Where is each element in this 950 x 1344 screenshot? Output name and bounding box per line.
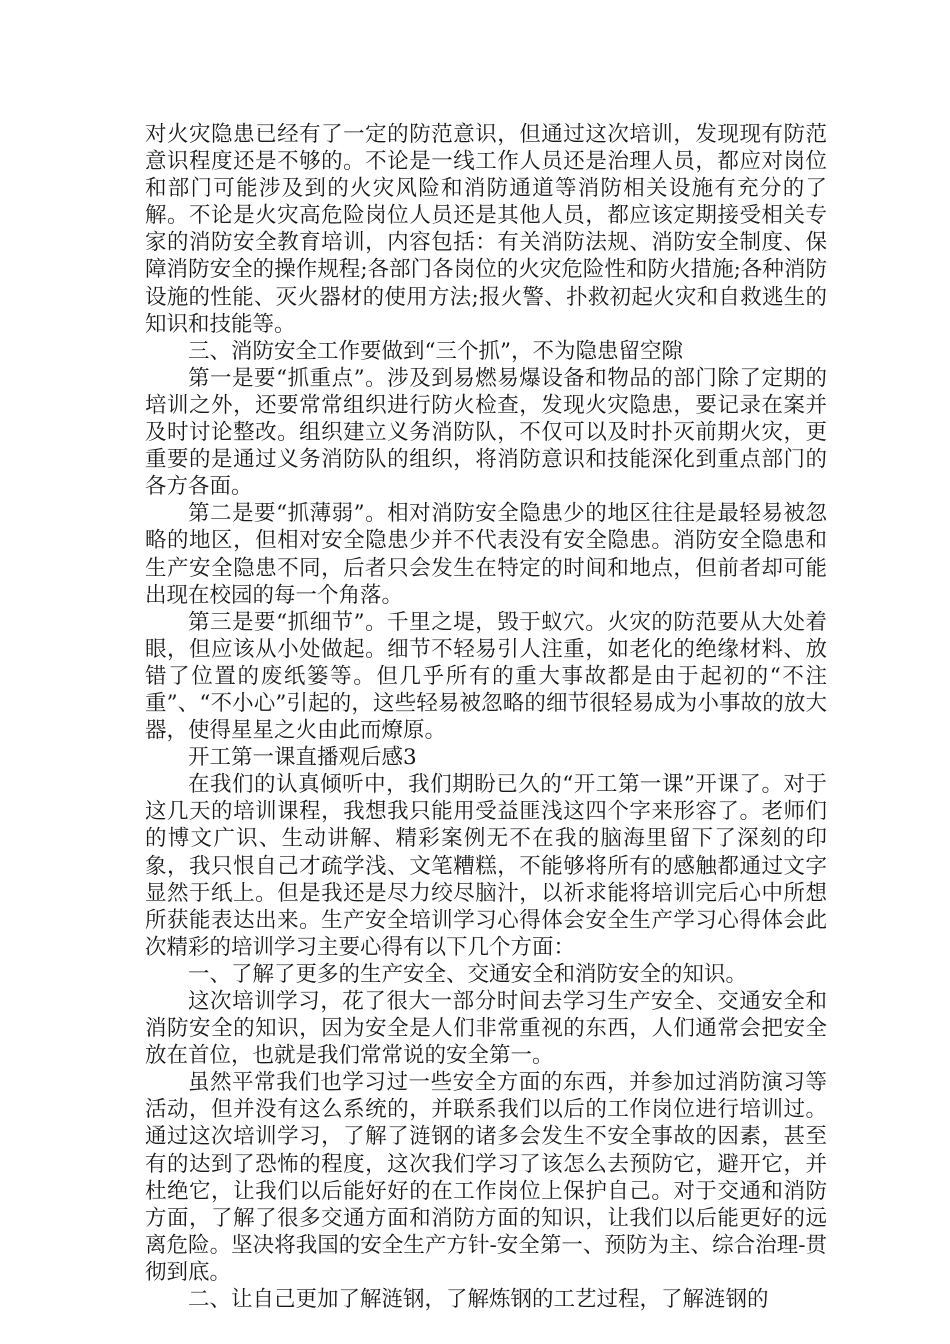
paragraph-grab-key-points: 第一是要“抓重点”。涉及到易燃易爆设备和物品的部门除了定期的培训之外，还要常常组织进行防火检查，发现火灾隐患，要记录在案并及时讨论整改。组织建立义务消防队，不仅可以及时扑灭前期火灾，更重要的是通过义务消防队的组织，将消防意识和技能深化到重点部门的各方各面。 [145, 365, 827, 500]
paragraph-safety-learning: 虽然平常我们也学习过一些安全方面的东西，并参加过消防演习等活动，但并没有这么系统的，并联系我们以后的工作岗位进行培训过。通过这次培训学习，了解了涟钢的诸多会发生不安全事故的因素，甚至有的达到了恐怖的程度，这次我们学习了该怎么去预防它，避开它，并杜绝它，让我们以后能好好的在工作岗位上保护自己。对于交通和消防方面，了解了很多交通方面和消防方面的知识，让我们以后能更好的远离危险。坚决将我国的安全生产方针-安全第一、预防为主、综合治理-贯彻到底。 [145, 1070, 827, 1285]
section-heading-understand-company: 二、让自己更加了解涟钢，了解炼钢的工艺过程，了解涟钢的 [188, 1287, 769, 1313]
document-body [145, 121, 827, 1313]
paragraph-intro: 在我们的认真倾听中，我们期盼已久的“开工第一课”开课了。对于这几天的培训课程，我想我只能用受益匪浅这四个字来形容了。老师们的博文广识、生动讲解、精彩案例无不在我的脑海里留下了深刻的印象，我只恨自己才疏学浅、文笔糟糕，不能够将所有的感触都通过文字显然于纸上。但是我还是尽力绞尽脑汁，以祈求能将培训完后心中所想所获能表达出来。生产安全培训学习心得体会安全生产学习心得体会此次精彩的培训学习主要心得有以下几个方面： [145, 772, 827, 960]
section-heading-three-grabs: 三、消防安全工作要做到“三个抓”，不为隐患留空隙 [188, 338, 683, 364]
section-heading-safety-knowledge: 一、了解了更多的生产安全、交通安全和消防安全的知识。 [188, 961, 748, 987]
paragraph-grab-details: 第三是要“抓细节”。千里之堤，毁于蚁穴。火灾的防范要从大处着眼，但应该从小处做起。细节不轻易引人注重，如老化的绝缘材料、放错了位置的废纸篓等。但几乎所有的重大事故都是由于起初的“不注重”、“不小心”引起的，这些轻易被忽略的细节很轻易成为小事故的放大器，使得星星之火由此而燎原。 [145, 609, 827, 744]
paragraph-training: 这次培训学习，花了很大一部分时间去学习生产安全、交通安全和消防安全的知识，因为安全是人们非常重视的东西，人们通常会把安全放在首位，也就是我们常常说的安全第一。 [145, 989, 827, 1069]
paragraph-grab-weak-points: 第二是要“抓薄弱”。相对消防安全隐患少的地区往往是最轻易被忽略的地区，但相对安全隐患少并不代表没有安全隐患。消防安全隐患和生产安全隐患不同，后者只会发生在特定的时间和地点，但前者却可能出现在校园的每一个角落。 [145, 501, 827, 608]
article-title: 开工第一课直播观后感3 [188, 745, 417, 771]
paragraph-1: 对火灾隐患已经有了一定的防范意识，但通过这次培训，发现现有防范意识程度还是不够的。不论是一线工作人员还是治理人员，都应对岗位和部门可能涉及到的火灾风险和消防通道等消防相关设施有充分的了解。不论是火灾高危险岗位人员还是其他人员，都应该定期接受相关专家的消防安全教育培训，内容包括：有关消防法规、消防安全制度、保障消防安全的操作规程;各部门各岗位的火灾危险性和防火措施;各种消防设施的性能、灭火器材的使用方法;报火警、扑救初起火灾和自救逃生的知识和技能等。 [145, 122, 827, 337]
